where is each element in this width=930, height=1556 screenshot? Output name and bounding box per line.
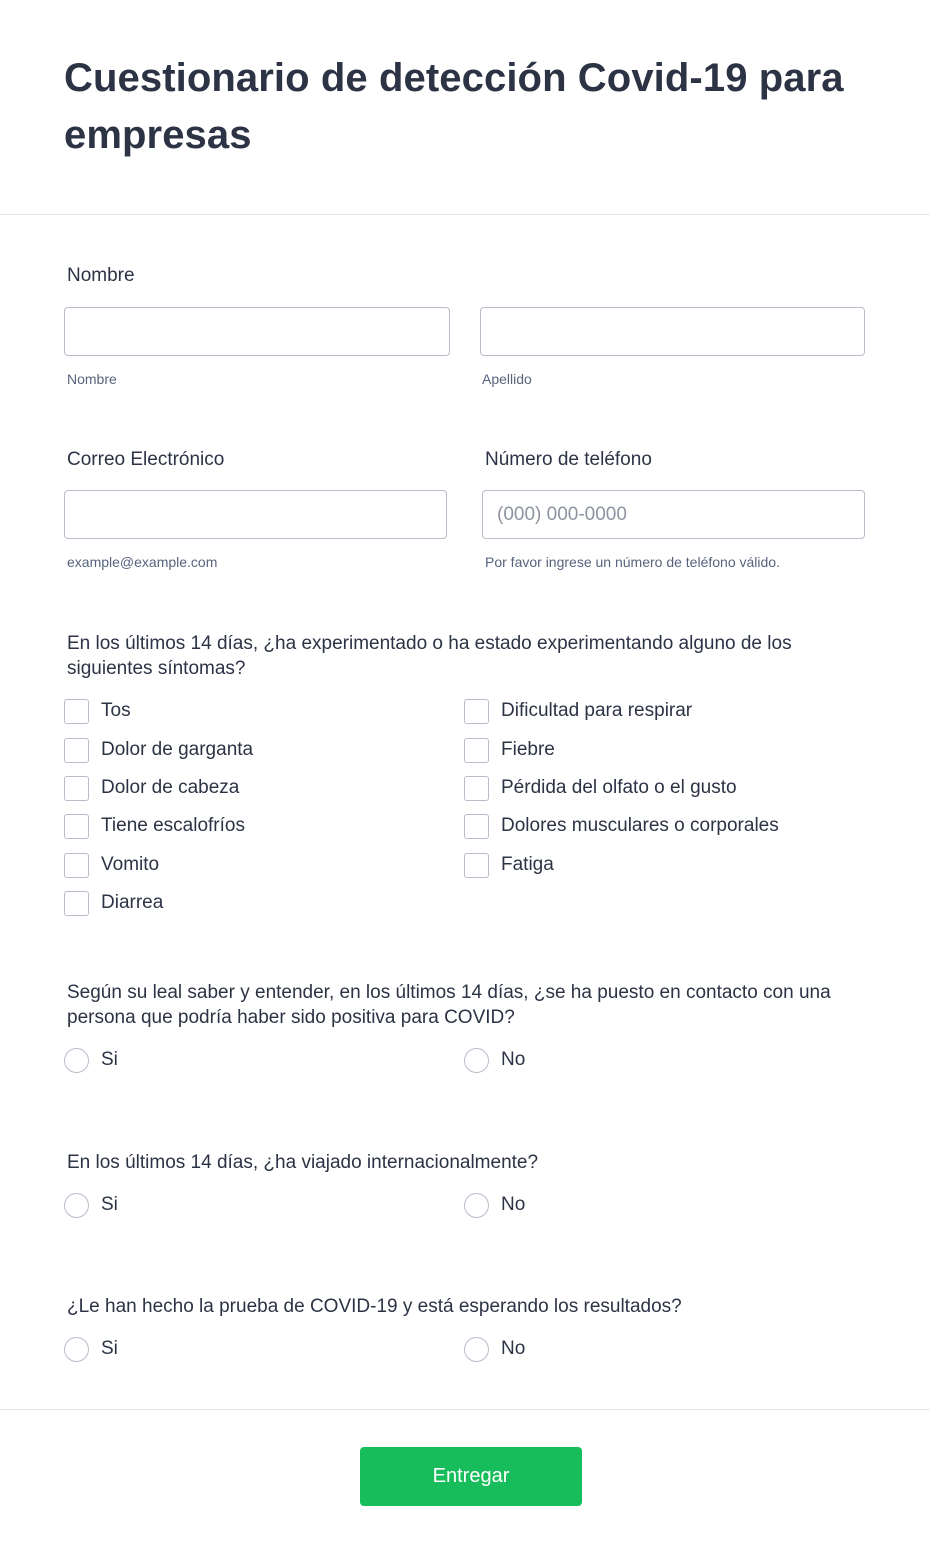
radio-button[interactable]	[464, 1193, 489, 1218]
first-name-sublabel: Nombre	[67, 371, 117, 387]
symptom-option[interactable]	[64, 698, 131, 724]
contact-yes-option[interactable]	[64, 1047, 118, 1073]
symptom-label: Tos	[101, 700, 131, 721]
symptom-label: Tiene escalofríos	[101, 815, 245, 836]
phone-label: Número de teléfono	[485, 449, 652, 470]
symptom-option[interactable]	[64, 775, 239, 801]
yes-label: Si	[101, 1194, 118, 1215]
radio-button[interactable]	[64, 1048, 89, 1073]
symptom-option[interactable]	[64, 890, 163, 916]
checkbox[interactable]	[464, 853, 489, 878]
checkbox[interactable]	[464, 699, 489, 724]
test-yes-option[interactable]	[64, 1336, 118, 1362]
radio-button[interactable]	[64, 1337, 89, 1362]
no-label: No	[501, 1338, 526, 1359]
no-label: No	[501, 1049, 526, 1070]
submit-button[interactable]: Entregar	[360, 1447, 582, 1506]
symptom-option[interactable]	[64, 737, 253, 763]
checkbox[interactable]	[64, 699, 89, 724]
footer-divider	[0, 1409, 930, 1410]
checkbox[interactable]	[64, 853, 89, 878]
contact-no-option[interactable]	[464, 1047, 525, 1073]
radio-button[interactable]	[64, 1193, 89, 1218]
symptom-option[interactable]	[464, 852, 554, 878]
no-label: No	[501, 1194, 526, 1215]
symptom-label: Dificultad para respirar	[501, 700, 693, 721]
first-name-input[interactable]	[64, 307, 450, 356]
checkbox[interactable]	[64, 891, 89, 916]
symptoms-question: En los últimos 14 días, ¿ha experimentado o ha estado experimentando alguno de los siguientes síntomas?	[67, 633, 792, 679]
phone-sublabel: Por favor ingrese un número de teléfono válido.	[485, 554, 780, 570]
symptom-label: Dolor de cabeza	[101, 777, 240, 798]
symptom-option[interactable]	[64, 813, 245, 839]
travel-question: En los últimos 14 días, ¿ha viajado internacionalmente?	[67, 1152, 539, 1173]
travel-no-option[interactable]	[464, 1192, 525, 1218]
contact-question: Según su leal saber y entender, en los últimos 14 días, ¿se ha puesto en contacto con una persona que podría haber sido positiva para COVID?	[67, 982, 831, 1028]
symptom-label: Dolor de garganta	[101, 739, 254, 760]
checkbox[interactable]	[64, 814, 89, 839]
symptom-label: Vomito	[101, 854, 160, 875]
symptom-option[interactable]	[464, 698, 692, 724]
form-header	[0, 0, 930, 215]
symptom-option[interactable]	[64, 852, 159, 878]
symptom-option[interactable]	[464, 775, 737, 801]
symptom-option[interactable]	[464, 737, 555, 763]
last-name-input[interactable]	[480, 307, 865, 356]
checkbox[interactable]	[64, 738, 89, 763]
last-name-sublabel: Apellido	[482, 371, 532, 387]
phone-field[interactable]	[482, 490, 865, 539]
symptom-option[interactable]	[464, 813, 779, 839]
email-label: Correo Electrónico	[67, 449, 225, 470]
symptom-label: Fatiga	[501, 854, 554, 875]
test-question: ¿Le han hecho la prueba de COVID-19 y está esperando los resultados?	[67, 1296, 682, 1317]
symptom-label: Pérdida del olfato o el gusto	[501, 777, 737, 798]
checkbox[interactable]	[464, 776, 489, 801]
radio-button[interactable]	[464, 1048, 489, 1073]
name-label: Nombre	[67, 265, 135, 286]
travel-yes-option[interactable]	[64, 1192, 118, 1218]
radio-button[interactable]	[464, 1337, 489, 1362]
test-no-option[interactable]	[464, 1336, 525, 1362]
email-sublabel: example@example.com	[67, 554, 218, 570]
symptom-label: Dolores musculares o corporales	[501, 815, 779, 836]
checkbox[interactable]	[464, 738, 489, 763]
yes-label: Si	[101, 1049, 118, 1070]
form-title: Cuestionario de detección Covid-19 para empresas	[64, 56, 844, 157]
yes-label: Si	[101, 1338, 118, 1359]
symptom-label: Diarrea	[101, 892, 164, 913]
email-field[interactable]	[64, 490, 447, 539]
checkbox[interactable]	[464, 814, 489, 839]
symptom-label: Fiebre	[501, 739, 555, 760]
checkbox[interactable]	[64, 776, 89, 801]
